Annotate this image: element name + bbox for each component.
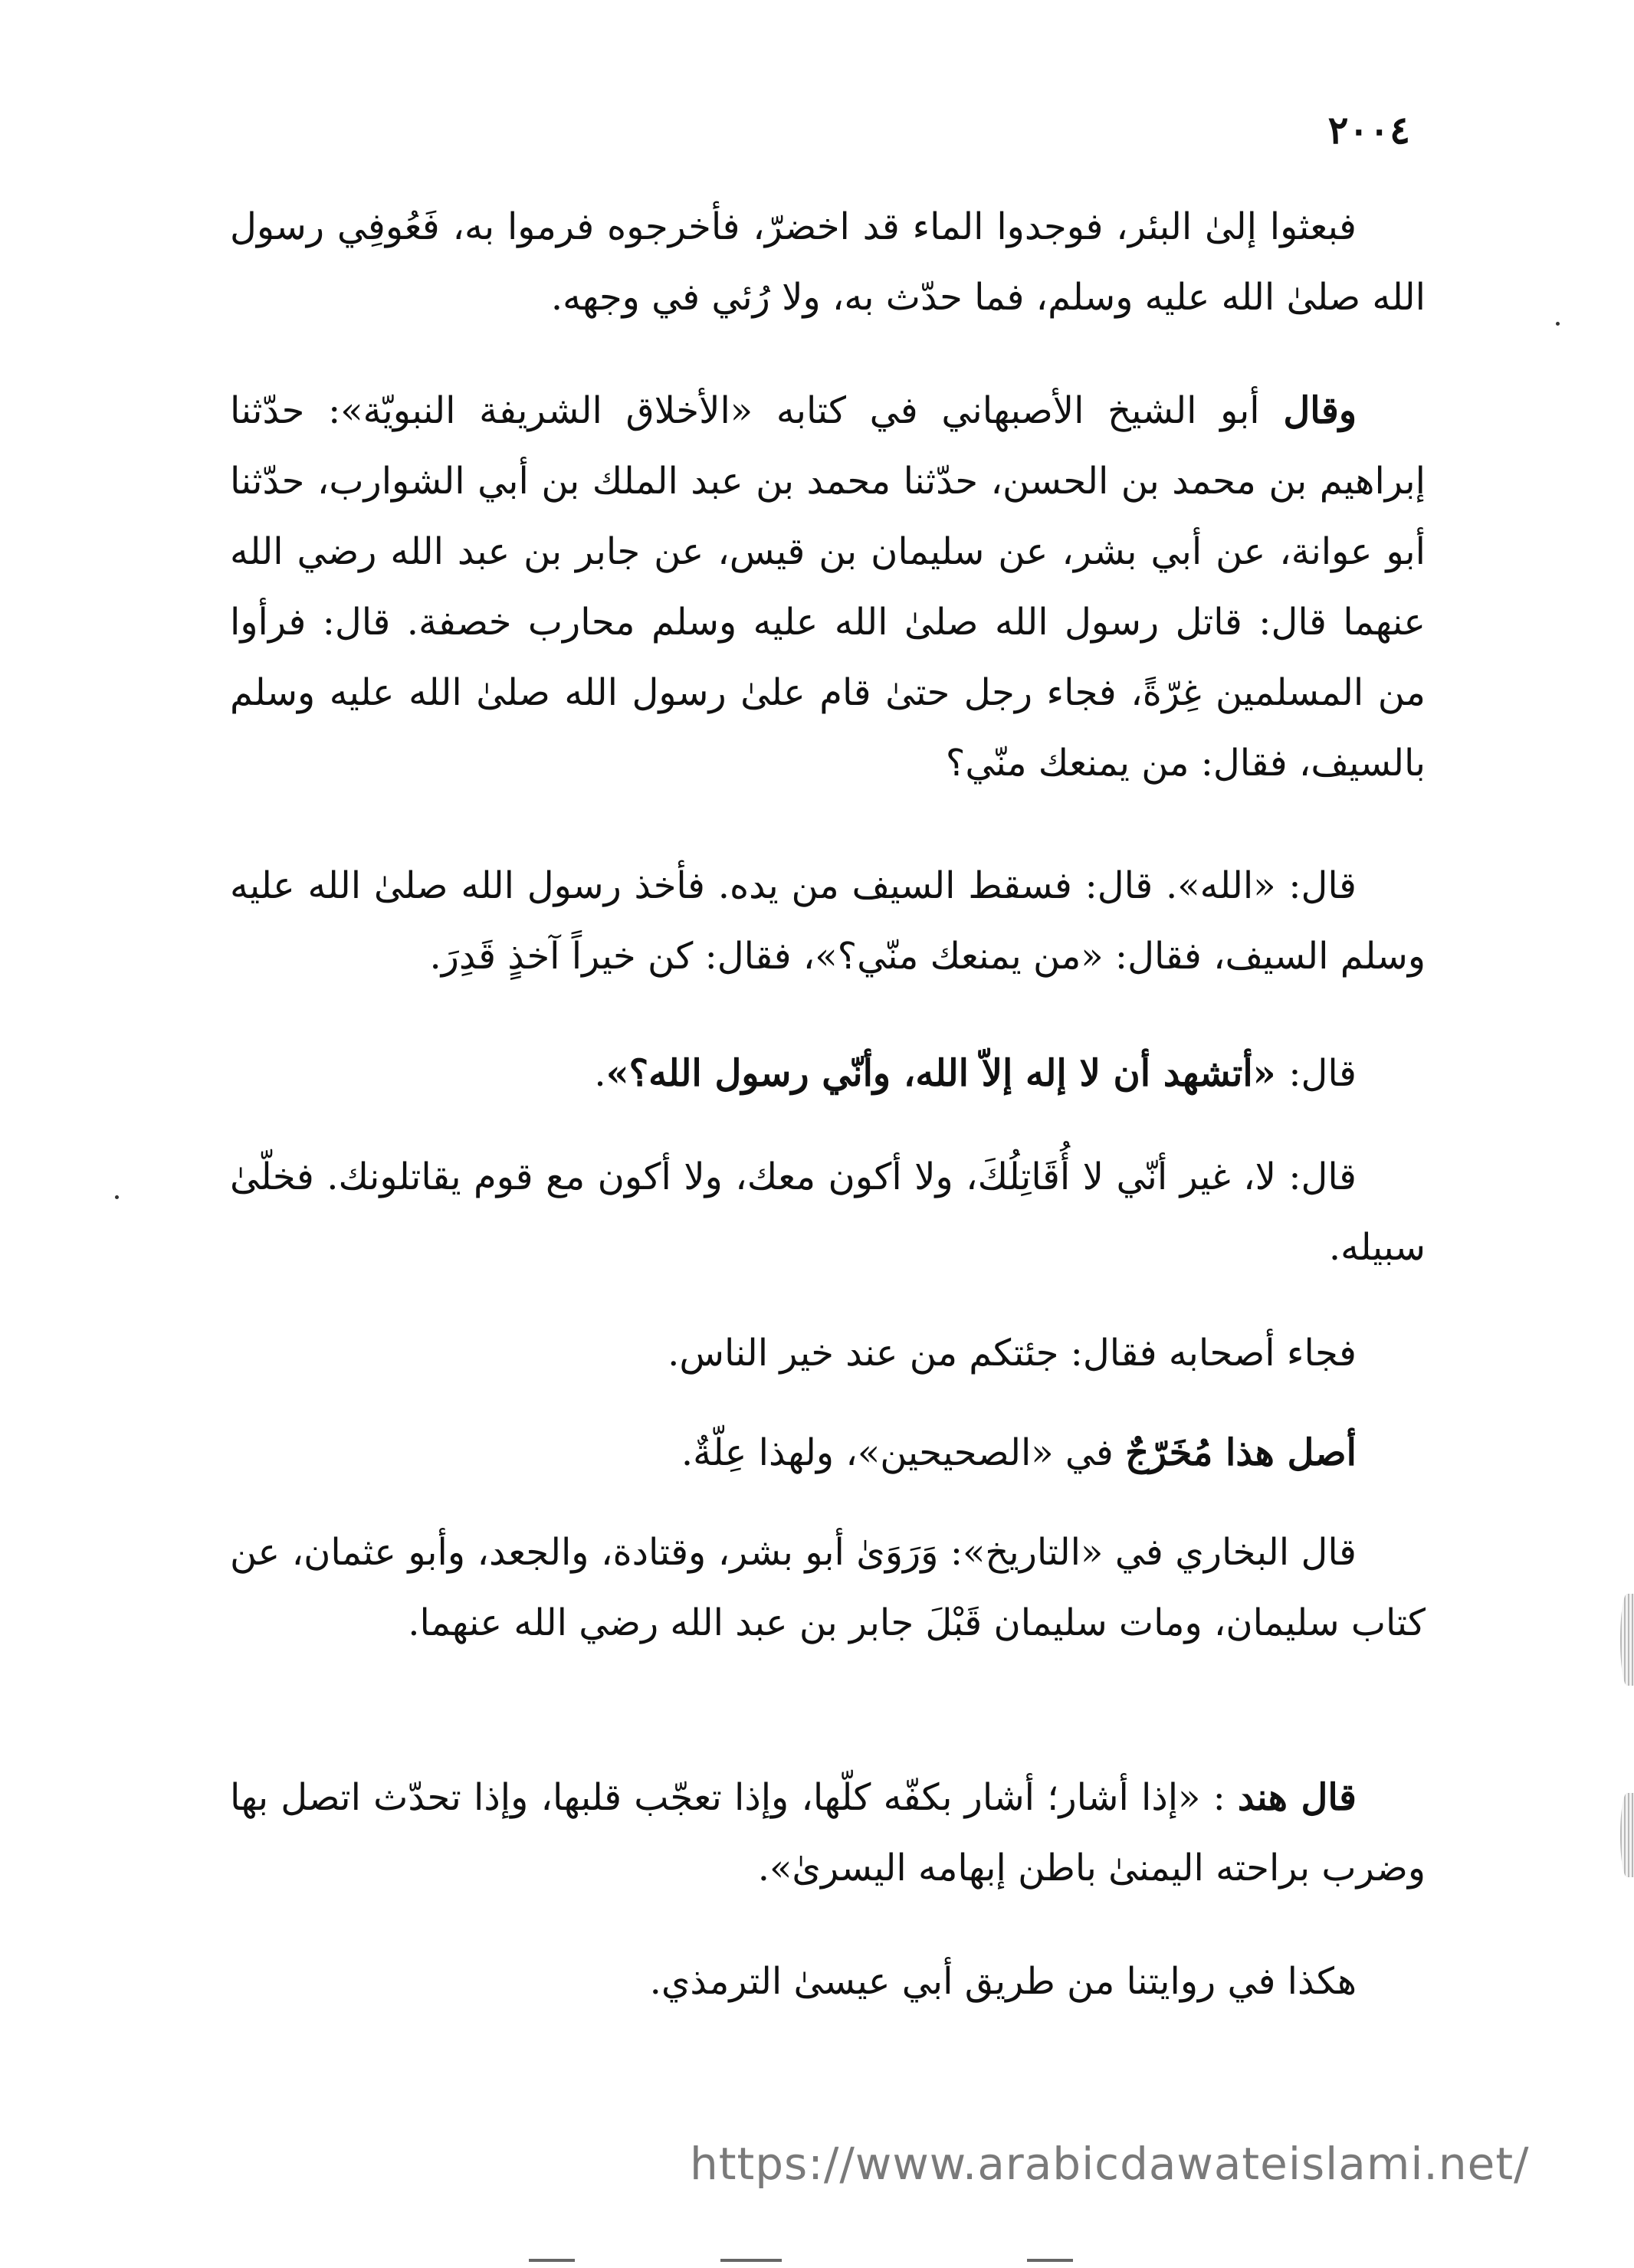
page-number: ٢٠٠٤: [1327, 107, 1410, 152]
paragraph-9-lead: قال هند: [1237, 1776, 1357, 1819]
paragraph-3-text: قال: «الله». قال: فسقط السيف من يده. فأخذ رسول الله صلىٰ الله عليه وسلم السيف، فقال: «من يمنعك منّي؟»، فقال: كن خيراً آخذٍ قَدِرَ.: [230, 864, 1426, 978]
paragraph-7-text: في «الصحيحين»، ولهذا عِلّةٌ.: [681, 1431, 1126, 1474]
paragraph-1-text: فبعثوا إلىٰ البئر، فوجدوا الماء قد اخضرّ، فأخرجوه فرموا به، فَعُوفِي رسول الله صلىٰ الله عليه وسلم، فما حدّث به، ولا رُئي في وجهه.: [230, 205, 1426, 319]
paragraph-6: [230, 1318, 1426, 1388]
paragraph-7: [230, 1418, 1426, 1488]
scan-speck: [115, 1195, 119, 1199]
paragraph-4: [230, 1038, 1426, 1109]
paragraph-2: [230, 375, 1426, 798]
paragraph-5: [230, 1142, 1426, 1283]
paragraph-10-text: هكذا في روايتنا من طريق أبي عيسىٰ الترمذي.: [649, 1960, 1357, 2003]
scan-artifact: [720, 2259, 782, 2262]
page-edge-shadow: [1620, 1594, 1634, 1686]
paragraph-1: [230, 192, 1426, 333]
paragraph-4-lead: قال:: [1288, 1052, 1357, 1095]
paragraph-2-lead: وقال: [1283, 389, 1357, 432]
paragraph-6-text: فجاء أصحابه فقال: جئتكم من عند خير الناس.: [668, 1332, 1357, 1375]
paragraph-4-emph: «أتشهد أن لا إله إلاّ الله، وأنّي رسول الله؟»: [605, 1052, 1289, 1095]
watermark-url: https://www.arabicdawateislami.net/: [690, 2138, 1530, 2190]
paragraph-7-lead: أصل هذا مُخَرّجٌ: [1125, 1431, 1357, 1474]
paragraph-9: [230, 1762, 1426, 1903]
paragraph-8-text: قال البخاري في «التاريخ»: وَرَوَىٰ أبو بشر، وقتادة، والجعد، وأبو عثمان، عن كتاب سليمان، ومات سليمان قَبْلَ جابر بن عبد الله رضي الله عنهما.: [230, 1531, 1426, 1644]
paragraph-5-text: قال: لا، غير أنّي لا أُقَاتِلُكَ، ولا أكون معك، ولا أكون مع قوم يقاتلونك. فخلّىٰ سبيله.: [230, 1155, 1426, 1269]
paragraph-3: [230, 850, 1426, 991]
scan-artifact: [1027, 2259, 1073, 2262]
paragraph-9-text: : «إذا أشار؛ أشار بكفّه كلّها، وإذا تعجّب قلبها، وإذا تحدّث اتصل بها وضرب براحته اليمنىٰ باطن إبهامه اليسرىٰ».: [230, 1776, 1426, 1889]
paragraph-10: [230, 1946, 1426, 2017]
paragraph-4-text: .: [594, 1052, 606, 1095]
paragraph-8: [230, 1517, 1426, 1658]
scan-speck: [1556, 322, 1560, 326]
paragraph-2-text: أبو الشيخ الأصبهاني في كتابه «الأخلاق الشريفة النبويّة»: حدّثنا إبراهيم بن محمد بن الحسن، حدّثنا محمد بن عبد الملك بن أبي الشوارب، حدّثنا أبو عوانة، عن أبي بشر، عن سليمان بن قيس، عن جابر بن عبد الله رضي الله عنهما قال: قاتل رسول الله صلىٰ الله عليه وسلم محارب خصفة. قال: فرأوا من المسلمين غِرّةً، فجاء رجل حتىٰ قام علىٰ رسول الله صلىٰ الله عليه وسلم بالسيف، فقال: من يمنعك منّي؟: [230, 389, 1426, 785]
page-edge-shadow: [1620, 1793, 1634, 1877]
scan-artifact: [529, 2259, 575, 2262]
